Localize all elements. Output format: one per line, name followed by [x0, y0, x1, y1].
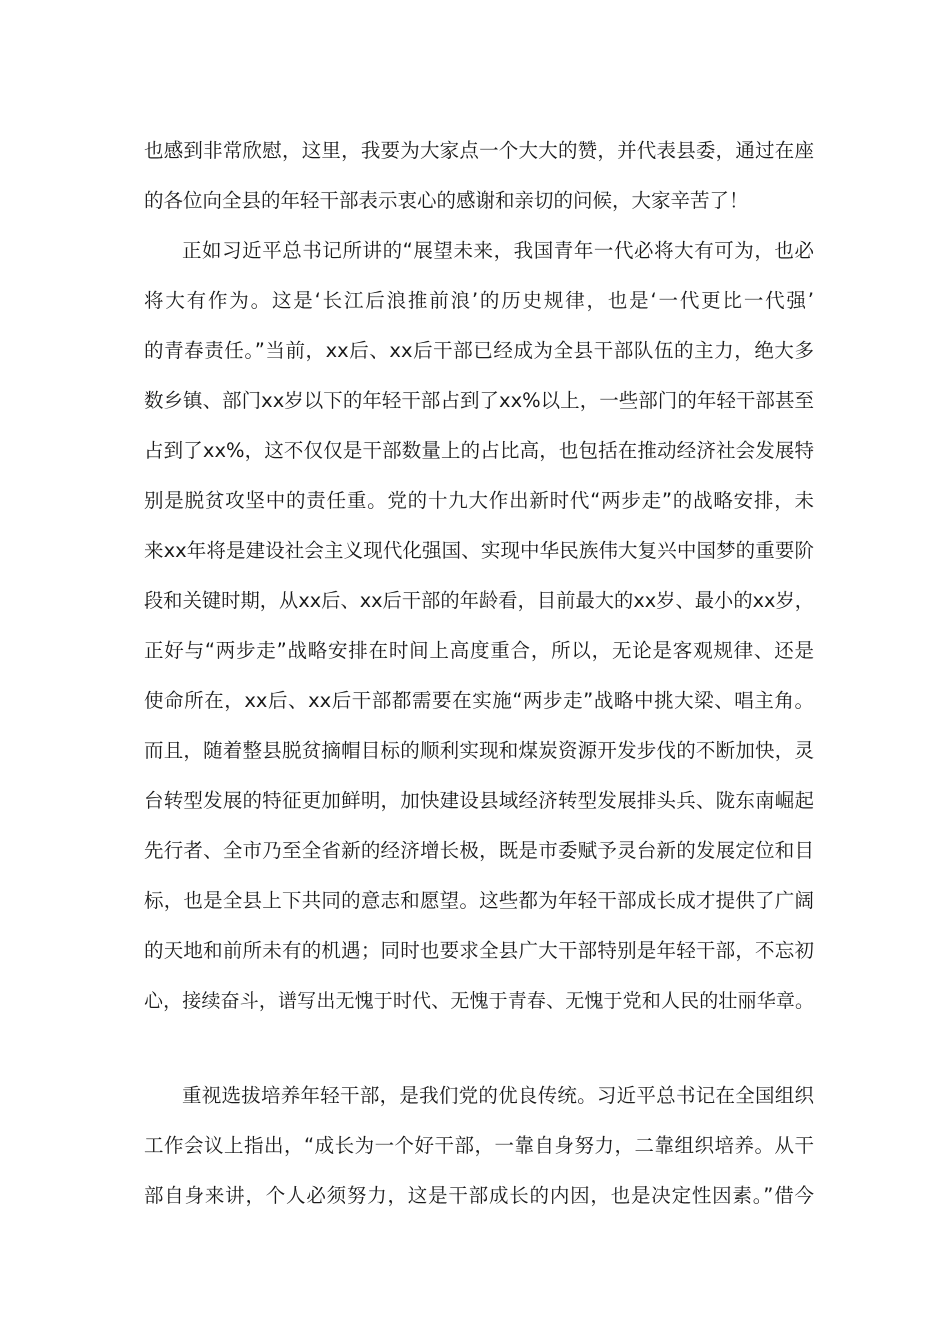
text-line: 数乡镇、部门xx岁以下的年轻干部占到了xx%以上，一些部门的年轻干部甚至	[144, 389, 814, 412]
text-line: 的青春责任。”当前，xx后、xx后干部已经成为全县干部队伍的主力，绝大多	[144, 339, 814, 362]
text-line: 标，也是全县上下共同的意志和愿望。这些都为年轻干部成长成才提供了广阔	[144, 889, 814, 912]
text-line: 部自身来讲，个人必须努力，这是干部成长的内因，也是决定性因素。”借今	[144, 1184, 814, 1207]
text-line: 将大有作为。这是‘长江后浪推前浪’的历史规律，也是‘一代更比一代强’	[144, 289, 814, 312]
text-line: 使命所在，xx后、xx后干部都需要在实施“两步走”战略中挑大梁、唱主角。	[144, 689, 814, 712]
paragraph-first-line: 重视选拔培养年轻干部，是我们党的优良传统。习近平总书记在全国组织	[182, 1084, 814, 1107]
text-line: 占到了xx%，这不仅仅是干部数量上的占比高，也包括在推动经济社会发展特	[144, 439, 814, 462]
text-line: 段和关键时期，从xx后、xx后干部的年龄看，目前最大的xx岁、最小的xx岁，	[144, 589, 814, 612]
text-line: 工作会议上指出，“成长为一个好干部，一靠自身努力，二靠组织培养。从干	[144, 1134, 814, 1157]
text-line: 台转型发展的特征更加鲜明，加快建设县域经济转型发展排头兵、陇东南崛起	[144, 789, 814, 812]
text-line: 的天地和前所未有的机遇；同时也要求全县广大干部特别是年轻干部，不忘初	[144, 939, 814, 962]
text-line: 正好与“两步走”战略安排在时间上高度重合，所以，无论是客观规律、还是	[144, 639, 814, 662]
text-line: 而且，随着整县脱贫摘帽目标的顺利实现和煤炭资源开发步伐的不断加快，灵	[144, 739, 814, 762]
text-line: 来xx年将是建设社会主义现代化强国、实现中华民族伟大复兴中国梦的重要阶	[144, 539, 814, 562]
paragraph-first-line: 正如习近平总书记所讲的“展望未来，我国青年一代必将大有可为，也必	[182, 239, 814, 262]
text-line: 心，接续奋斗，谱写出无愧于时代、无愧于青春、无愧于党和人民的壮丽华章。	[144, 990, 814, 1012]
text-line: 别是脱贫攻坚中的责任重。党的十九大作出新时代“两步走”的战略安排，未	[144, 489, 814, 512]
text-line: 先行者、全市乃至全省新的经济增长极，既是市委赋予灵台新的发展定位和目	[144, 839, 814, 862]
text-line: 也感到非常欣慰，这里，我要为大家点一个大大的赞，并代表县委，通过在座	[144, 139, 814, 162]
text-line: 的各位向全县的年轻干部表示衷心的感谢和亲切的问候，大家辛苦了！	[144, 189, 749, 212]
